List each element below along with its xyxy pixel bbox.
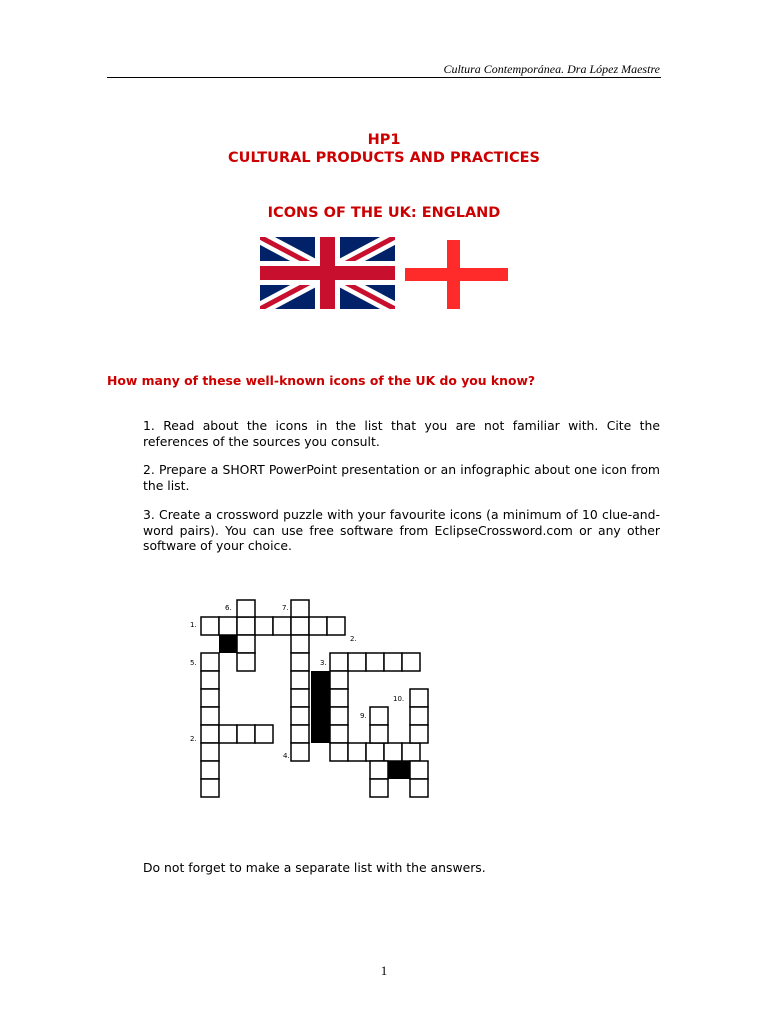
clue-number-4: 4.: [283, 752, 290, 760]
footer-note: Do not forget to make a separate list with the answers.: [143, 860, 486, 875]
topic-title: ICONS OF THE UK: ENGLAND: [267, 205, 501, 221]
page-number: 1: [380, 963, 388, 978]
clue-number-5: 5.: [190, 659, 197, 667]
task-2: 2. Prepare a SHORT PowerPoint presentation or an infographic about one icon from the list.: [143, 462, 660, 493]
clue-number-10: 10.: [393, 695, 405, 703]
title-code: HP1: [367, 132, 401, 148]
clue-number-2: 2.: [350, 635, 357, 643]
clue-number-7: 7.: [282, 604, 289, 612]
task-1: 1. Read about the icons in the list that you are not familiar with. Cite the references of the sources you consult.: [143, 418, 660, 449]
course-title: CULTURAL PRODUCTS AND PRACTICES: [228, 150, 540, 166]
union-jack-flag: [260, 237, 395, 309]
flags-image: [260, 237, 510, 312]
crossword-puzzle-image: [180, 595, 440, 810]
st-george-cross-flag: [405, 240, 508, 309]
header-rule: [107, 77, 661, 78]
clue-number-9: 9.: [360, 712, 367, 720]
clue-number-1: 1.: [190, 621, 197, 629]
question-heading: How many of these well-known icons of the UK do you know?: [107, 373, 536, 388]
clue-number-3: 3.: [320, 659, 327, 667]
running-header: Cultura Contemporánea. Dra López Maestre: [443, 62, 660, 76]
task-3: 3. Create a crossword puzzle with your favourite icons (a minimum of 10 clue-and-word pairs). You can use free software from EclipseCrossword.com or any other software of your choice.: [143, 507, 660, 554]
clue-number-2b: 2.: [190, 735, 197, 743]
clue-number-6: 6.: [225, 604, 232, 612]
